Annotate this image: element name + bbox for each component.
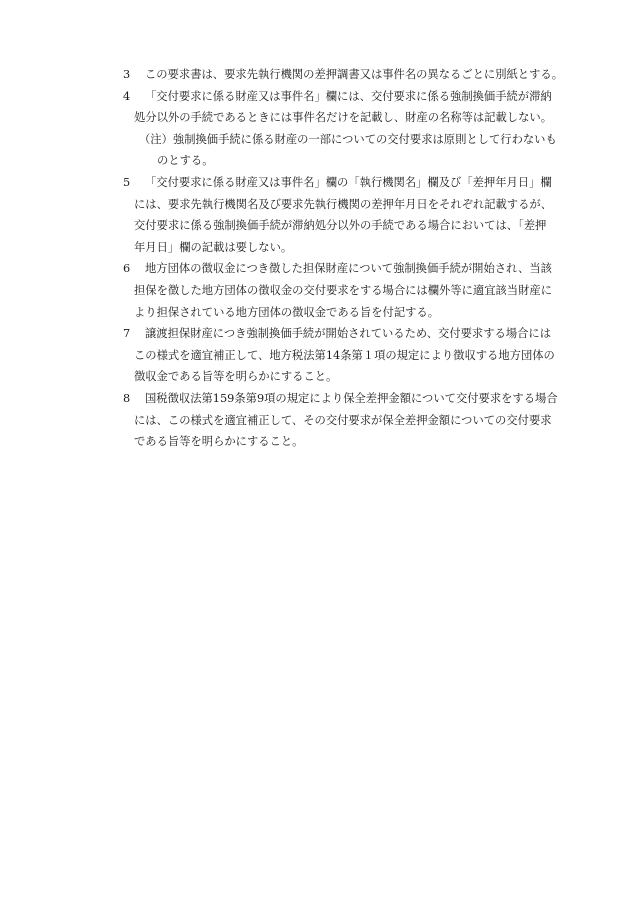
note-5 bbox=[123, 172, 578, 258]
note-text-line: 徴収金である旨等を明らかにすること。 bbox=[134, 370, 338, 384]
note-text-line: には、要求先執行機関名及び要求先執行機関の差押年月日をそれぞれ記載するが、 bbox=[134, 197, 552, 211]
note-text-line: 「交付要求に係る財産又は事件名」欄には、交付要求に係る強制換価手続が滞納 bbox=[145, 89, 552, 103]
note-4 bbox=[123, 86, 578, 129]
note-6 bbox=[123, 258, 578, 323]
note-7 bbox=[123, 323, 578, 388]
instruction-notes bbox=[123, 64, 578, 453]
note-text-line: この様式を適宜補正して、地方税法第14条第１項の規定により徴収する地方団体の bbox=[134, 348, 555, 362]
note-text-line: より担保されている地方団体の徴収金である旨を付記する。 bbox=[134, 305, 440, 319]
note-text-line: 「交付要求に係る財産又は事件名」欄の「執行機関名」欄及び「差押年月日」欄 bbox=[145, 175, 552, 189]
note-text-line: 国税徴収法第159条第9項の規定により保全差押金額について交付要求をする場合 bbox=[145, 391, 558, 405]
note-text-line: この要求書は、要求先執行機関の差押調書又は事件名の異なるごとに別紙とする。 bbox=[145, 68, 563, 81]
note-8 bbox=[123, 388, 578, 453]
note-number: 7 bbox=[123, 327, 131, 341]
note-number: 5 bbox=[123, 175, 131, 189]
note-text-line: 年月日」欄の記載は要しない。 bbox=[134, 240, 293, 254]
note-number: 8 bbox=[123, 391, 131, 405]
note-3 bbox=[123, 64, 578, 86]
sub-note-text-line: のとする。 bbox=[157, 154, 214, 168]
note-number: 4 bbox=[123, 89, 131, 103]
note-text-line: 譲渡担保財産につき強制換価手続が開始されているため、交付要求する場合には bbox=[145, 327, 552, 341]
sub-note-text-line: （注）強制換価手続に係る財産の一部についての交付要求は原則として行わないも bbox=[139, 132, 557, 146]
note-text-line: である旨等を明らかにすること。 bbox=[134, 435, 304, 449]
note-number: 3 bbox=[123, 68, 131, 81]
note-number: 6 bbox=[123, 262, 131, 276]
note-text-line: には、この様式を適宜補正して、その交付要求が保全差押金額についての交付要求 bbox=[134, 413, 552, 427]
note-4-sub-note bbox=[123, 129, 578, 172]
note-text-line: 担保を徴した地方団体の徴収金の交付要求をする場合には欄外等に適宜該当財産に bbox=[134, 283, 552, 297]
note-text-line: 交付要求に係る強制換価手続が滞納処分以外の手続である場合においては、「差押 bbox=[134, 219, 547, 233]
note-text-line: 地方団体の徴収金につき徴した担保財産について強制換価手続が開始され、当該 bbox=[145, 262, 552, 276]
note-text-line: 処分以外の手続であるときには事件名だけを記載し、財産の名称等は記載しない。 bbox=[134, 111, 552, 125]
